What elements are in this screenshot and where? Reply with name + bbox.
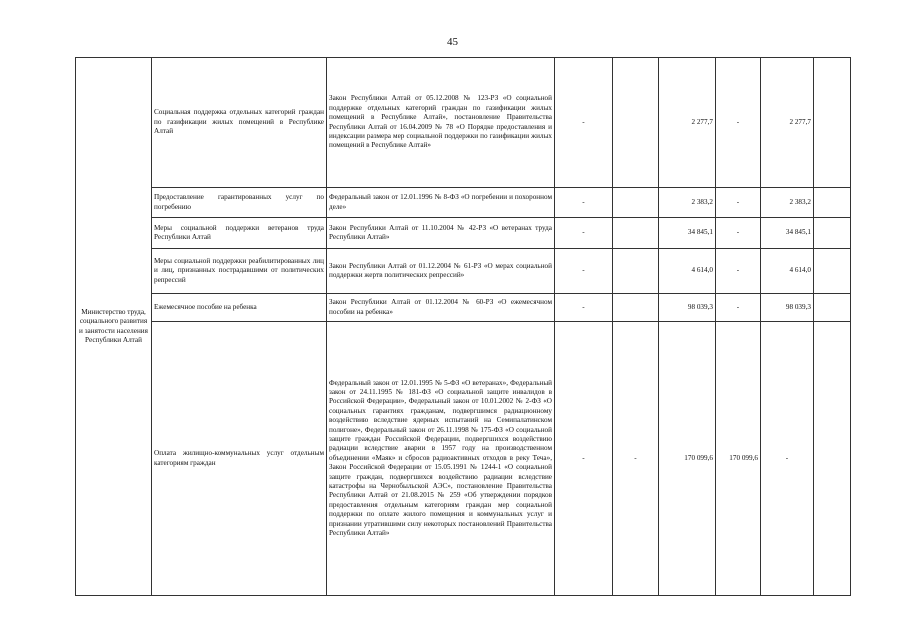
law-cell: Федеральный закон от 12.01.1996 № 8-ФЗ «О погребении и похоронном деле»	[327, 188, 555, 218]
value-cell: -	[716, 188, 761, 218]
value-cell: -	[716, 218, 761, 249]
value-cell: 170 099,6	[716, 322, 761, 596]
budget-table	[75, 57, 851, 596]
value-cell	[613, 58, 659, 188]
table-row	[76, 322, 851, 596]
law-cell: Федеральный закон от 12.01.1995 № 5-ФЗ «О ветеранах», Федеральный закон от 24.11.1995 № 181-ФЗ «О социальной защите инвалидов в Российской Федерации», Федеральный закон от 10.01.2002 № 2-ФЗ «О социальных гарантиях гражданам, подвергшимся радиационному воздействию вследствие ядерных испытаний на Семипалатинском полигоне», Федеральный закон от 26.11.1998 № 175-ФЗ «О социальной защите граждан Российской Федерации, подвергшихся воздействию радиации вследствие аварии в 1957 году на производственном объединении «Маяк» и сбросов радиоактивных отходов в реку Теча», Закон Российской Федерации от 15.05.1991 № 1244-1 «О социальной защите граждан, подвергшихся воздействию радиации вследствие катастрофы на Чернобыльской АЭС», постановление Правительства Республики Алтай от 21.08.2015 № 259 «Об утверждении порядков предоставления отдельным категориям граждан мер социальной поддержки по оплате жилого помещения и коммунальных услуг и признании утратившими силу некоторых постановлений Правительства Республики Алтай»	[327, 322, 555, 596]
value-cell: -	[716, 249, 761, 294]
program-cell: Меры социальной поддержки реабилитированных лиц и лиц, признанных пострадавшими от политических репрессий	[152, 249, 327, 294]
empty-cell	[814, 294, 851, 322]
ministry-cell: Министерство труда, социального развития и занятости населения Республики Алтай	[76, 58, 152, 596]
value-cell: 2 277,7	[761, 58, 814, 188]
value-cell: 34 845,1	[761, 218, 814, 249]
value-cell: 2 277,7	[659, 58, 716, 188]
value-cell: -	[555, 249, 613, 294]
program-cell: Ежемесячное пособие на ребенка	[152, 294, 327, 322]
law-cell: Закон Республики Алтай от 01.12.2004 № 61-РЗ «О мерах социальной поддержки жертв политических репрессий»	[327, 249, 555, 294]
value-cell: -	[555, 322, 613, 596]
empty-cell	[814, 218, 851, 249]
value-cell: 98 039,3	[659, 294, 716, 322]
program-cell: Социальная поддержка отдельных категорий граждан по газификации жилых помещений в Республике Алтай	[152, 58, 327, 188]
value-cell: 4 614,0	[659, 249, 716, 294]
empty-cell	[814, 58, 851, 188]
law-cell: Закон Республики Алтай от 01.12.2004 № 60-РЗ «О ежемесячном пособии на ребенка»	[327, 294, 555, 322]
value-cell	[613, 188, 659, 218]
value-cell: 4 614,0	[761, 249, 814, 294]
value-cell: 2 383,2	[659, 188, 716, 218]
value-cell: 98 039,3	[761, 294, 814, 322]
value-cell: -	[555, 218, 613, 249]
table-row	[76, 249, 851, 294]
table-row	[76, 218, 851, 249]
value-cell	[613, 294, 659, 322]
table-row	[76, 58, 851, 188]
program-cell: Оплата жилищно-коммунальных услуг отдельным категориям граждан	[152, 322, 327, 596]
value-cell	[613, 218, 659, 249]
value-cell: -	[716, 294, 761, 322]
table-row	[76, 188, 851, 218]
value-cell: 2 383,2	[761, 188, 814, 218]
page-number: 45	[447, 36, 458, 48]
value-cell: -	[761, 322, 814, 596]
table-row	[76, 294, 851, 322]
program-cell: Предоставление гарантированных услуг по погребению	[152, 188, 327, 218]
empty-cell	[814, 188, 851, 218]
value-cell	[613, 249, 659, 294]
value-cell: -	[716, 58, 761, 188]
empty-cell	[814, 249, 851, 294]
law-cell: Закон Республики Алтай от 11.10.2004 № 42-РЗ «О ветеранах труда Республики Алтай»	[327, 218, 555, 249]
empty-cell	[814, 322, 851, 596]
value-cell: 170 099,6	[659, 322, 716, 596]
program-cell: Меры социальной поддержки ветеранов труда Республики Алтай	[152, 218, 327, 249]
value-cell: -	[555, 58, 613, 188]
value-cell: -	[613, 322, 659, 596]
law-cell: Закон Республики Алтай от 05.12.2008 № 123-РЗ «О социальной поддержке отдельных категорий граждан по газификации жилых помещений в Республике Алтай», постановление Правительства Республики Алтай от 16.04.2009 № 78 «О Порядке предоставления и индексации размера мер социальной поддержки по газификации жилых помещений в Республике Алтай»	[327, 58, 555, 188]
value-cell: -	[555, 294, 613, 322]
value-cell: 34 845,1	[659, 218, 716, 249]
value-cell: -	[555, 188, 613, 218]
